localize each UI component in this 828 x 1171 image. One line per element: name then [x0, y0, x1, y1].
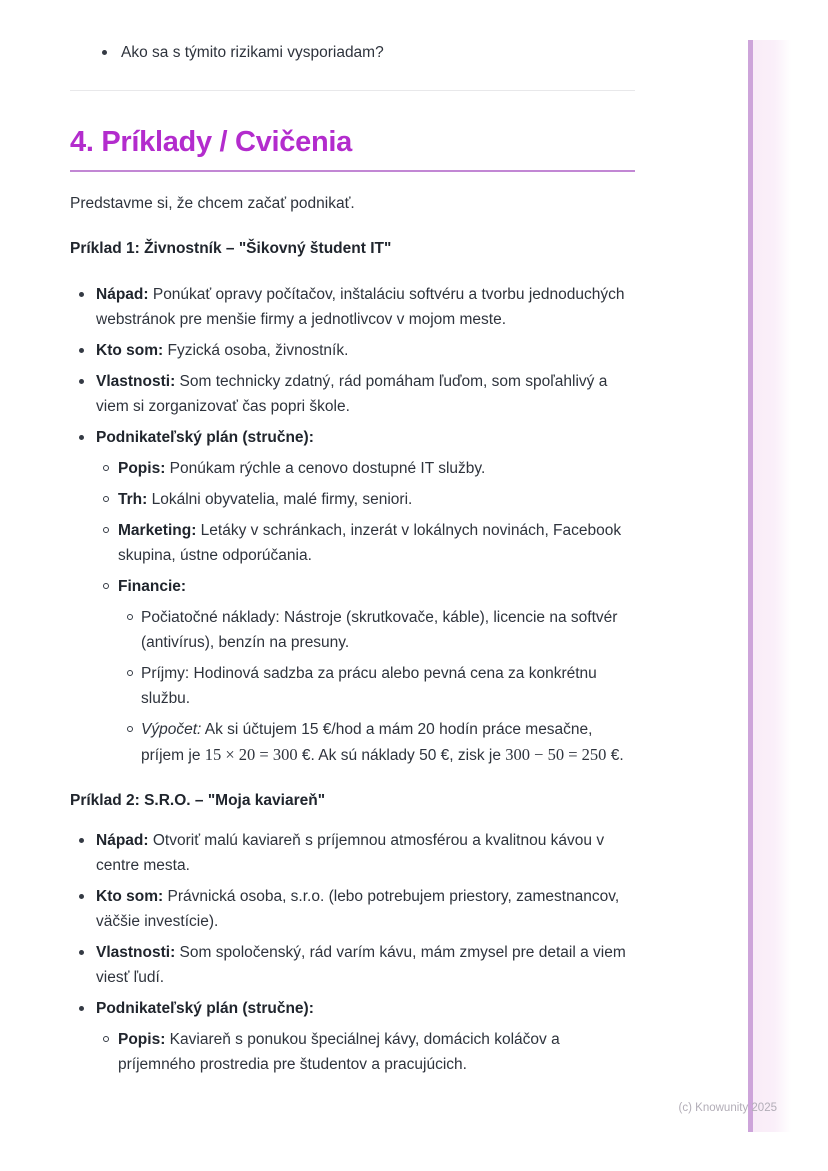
accent-stripe — [748, 40, 753, 1132]
calc-formula: 15 × 20 = 300 — [204, 745, 298, 764]
intro-bullet-text: Ako sa s týmito rizikami vysporiadam? — [121, 44, 384, 61]
calc-text: €. Ak sú náklady 50 €, zisk je — [297, 747, 506, 764]
calc-text: €. — [606, 747, 624, 764]
list-item calc-item — [118, 717, 635, 768]
example2-list — [70, 828, 635, 1077]
list-item — [96, 518, 635, 568]
item-label: Vlastnosti: — [96, 373, 176, 390]
document-content — [70, 0, 635, 1077]
item-text: Otvoriť malú kaviareň s príjemnou atmosférou a kvalitnou kávou v centre mesta. — [96, 832, 605, 874]
list-item — [70, 40, 635, 65]
calc-formula: 300 − 50 = 250 — [505, 745, 607, 764]
item-label: Financie: — [118, 578, 187, 595]
list-item — [70, 884, 635, 934]
item-text: Ponúkam rýchle a cenovo dostupné IT služby. — [165, 460, 486, 477]
list-item — [70, 369, 635, 419]
item-text: Príjmy: Hodinová sadzba za prácu alebo pevná cena za konkrétnu službu. — [141, 665, 597, 707]
item-text: Fyzická osoba, živnostník. — [163, 342, 349, 359]
item-text: Počiatočné náklady: Nástroje (skrutkovače, káble), licencie na softvér (antivírus), benzín na presuny. — [141, 609, 618, 651]
list-item — [70, 338, 635, 363]
item-label: Nápad: — [96, 286, 149, 303]
intro-list — [70, 40, 635, 65]
example1-title: Príklad 1: Živnostník – "Šikovný študent IT" — [70, 240, 392, 257]
list-item — [118, 605, 635, 655]
list-item — [118, 661, 635, 711]
list-item — [70, 996, 635, 1077]
list-item — [70, 282, 635, 332]
item-text: Právnická osoba, s.r.o. (lebo potrebujem priestory, zamestnancov, väčšie investície). — [96, 888, 620, 930]
section-divider — [70, 90, 635, 91]
example1-plan-list — [96, 456, 635, 768]
item-text: Ponúkať opravy počítačov, inštaláciu softvéru a tvorbu jednoduchých webstránok pre menšie firmy a jednotlivcov v mojom meste. — [96, 286, 625, 328]
example2-title: Príklad 2: S.R.O. – "Moja kaviareň" — [70, 792, 326, 809]
copyright-footer: (c) Knowunity 2025 — [678, 1102, 777, 1114]
list-item — [70, 425, 635, 768]
item-text: Som spoločenský, rád varím kávu, mám zmysel pre detail a viem viesť ľudí. — [96, 944, 626, 986]
section-heading: 4. Príklady / Cvičenia — [70, 124, 635, 172]
calc-label: Výpočet: — [141, 721, 202, 738]
item-label: Podnikateľský plán (stručne): — [96, 429, 314, 446]
item-label: Kto som: — [96, 342, 164, 359]
item-text: Kaviareň s ponukou špeciálnej kávy, domácich koláčov a príjemného prostredia pre študentov a pracujúcich. — [118, 1031, 560, 1073]
example1-finance-list — [118, 605, 635, 768]
list-item — [96, 456, 635, 481]
list-item — [70, 828, 635, 878]
list-item — [96, 574, 635, 768]
item-label: Popis: — [118, 460, 166, 477]
list-item — [70, 940, 635, 990]
accent-panel — [753, 40, 791, 1132]
item-label: Marketing: — [118, 522, 197, 539]
example1-list — [70, 282, 635, 768]
item-label: Popis: — [118, 1031, 166, 1048]
item-label: Trh: — [118, 491, 148, 508]
item-label: Kto som: — [96, 888, 164, 905]
calc-text: Ak si účtujem 15 €/hod a mám 20 hodín práce mesačne, príjem je — [141, 721, 593, 764]
item-label: Vlastnosti: — [96, 944, 176, 961]
list-item — [96, 487, 635, 512]
list-item — [96, 1027, 635, 1077]
item-label: Podnikateľský plán (stručne): — [96, 1000, 314, 1017]
item-text: Som technicky zdatný, rád pomáham ľuďom, som spoľahlivý a viem si zorganizovať čas popri škole. — [96, 373, 608, 415]
item-text: Lokálni obyvatelia, malé firmy, seniori. — [147, 491, 413, 508]
item-text: Letáky v schránkach, inzerát v lokálnych novinách, Facebook skupina, ústne odporúčania. — [118, 522, 622, 564]
example2-plan-list — [96, 1027, 635, 1077]
item-label: Nápad: — [96, 832, 149, 849]
lead-paragraph: Predstavme si, že chcem začať podnikať. — [70, 195, 355, 212]
